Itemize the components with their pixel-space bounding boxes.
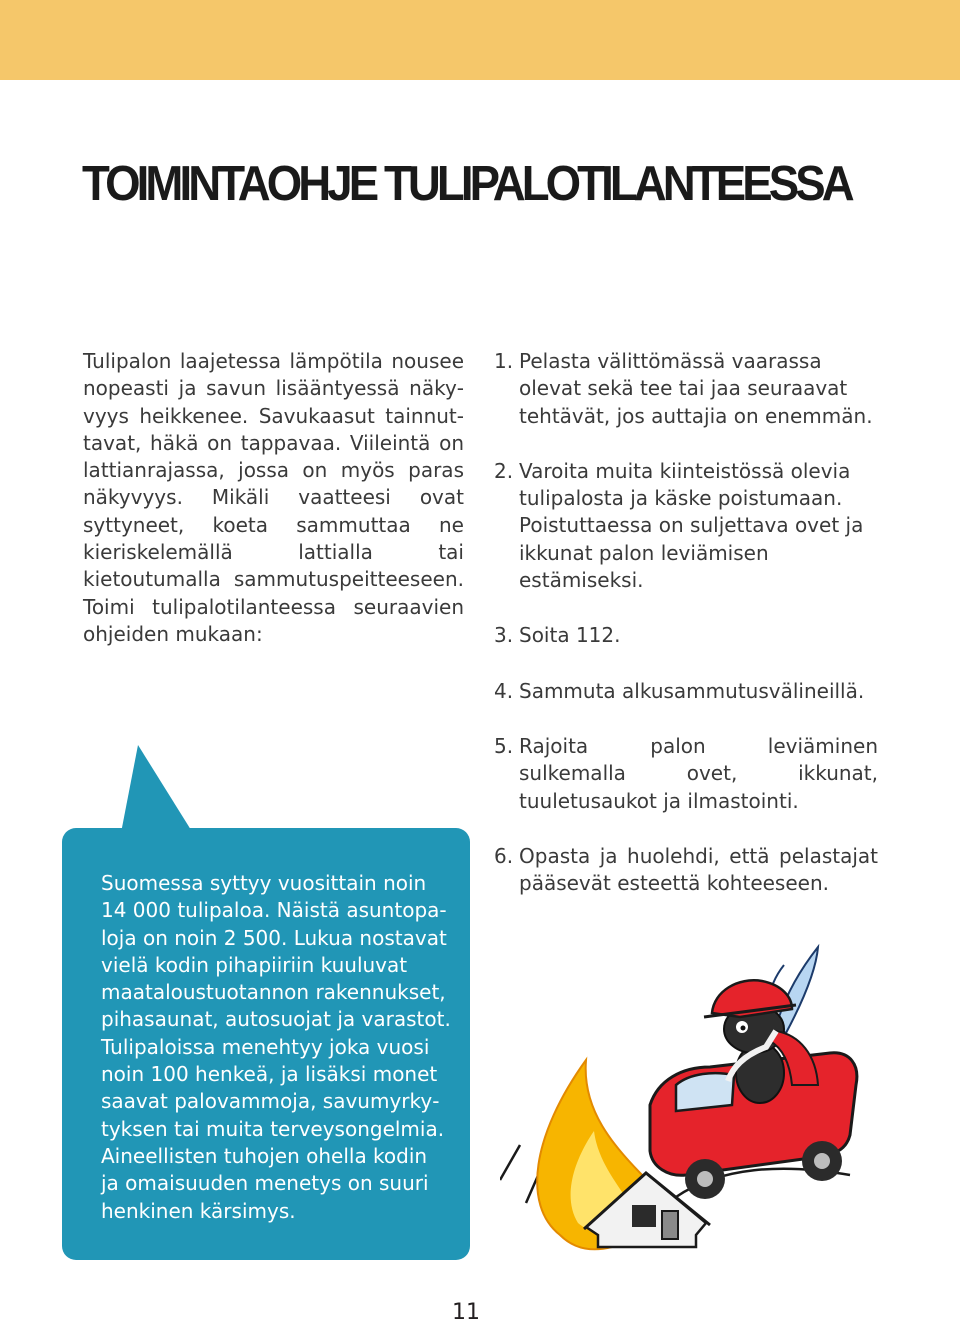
step-text: Varoita muita kiinteistössä olevia tulipalosta ja käske poistumaan. Poistuttaessa on suljettava ovet ja ikkunat palon leviämisen estämiseksi. — [519, 458, 864, 593]
page-title: TOIMINTAOHJE TULIPALOTILANTEESSA — [82, 157, 851, 211]
step-text: Rajoita palon leviäminen sulkemalla ovet, ikkunat, tuuletusaukot ja ilmastointi. — [519, 733, 878, 813]
step-number: 3. — [494, 623, 514, 648]
top-color-band — [0, 0, 960, 80]
list-item — [494, 348, 878, 430]
step-text: Sammuta alkusammutusvälineillä. — [519, 678, 865, 703]
step-number: 6. — [494, 843, 514, 868]
step-number: 5. — [494, 733, 514, 758]
info-box-text: Suomessa syttyy vuosittain noin 14 000 tulipaloa. Näistä asuntopaloja on noin 2 500. Lukua nostavat vielä kodin pihapiiriin kuuluvat maataloustuotannon rakennukset, pihasaunat, autosuojat ja varastot. Tulipaloissa menehtyy joka vuosi noin 100 henkeä, ja lisäksi monet saavat palovammoja, savumyrkytyksen tai muita terveysongelmia. Aineellisten tuhojen ohella kodin ja omaisuuden menetys on suuri henkinen kärsimys. — [101, 871, 451, 1223]
step-text: Opasta ja huolehdi, että pelastajat pääsevät esteettä kohteeseen. — [519, 843, 878, 896]
step-number: 1. — [494, 349, 514, 373]
step-text: Soita 112. — [519, 623, 621, 648]
step-text: Pelasta välittömässä vaarassa olevat sekä tee tai jaa seuraavat tehtävät, jos auttajia on enemmän. — [519, 349, 873, 428]
list-item — [494, 843, 878, 898]
step-number: 2. — [494, 458, 514, 483]
intro-paragraph: Tulipalon laajetessa lämpötila nousee nopeasti ja savun lisääntyessä näkyvyys heikkenee. Savukaasut tainnuttavat, häkä on tappavaa. Viileintä on lattianrajassa, jossa on myös paras näkyvyys. Mikäli vaatteesi ovat syttyneet, koeta sammuttaa ne kieriskelemällä lattialla tai kietoutumalla sammutuspeitteeseen. Toimi tulipalotilanteessa seuraavien ohjeiden mukaan: — [83, 349, 464, 646]
list-item — [494, 733, 878, 815]
instruction-list — [494, 348, 878, 925]
list-item — [494, 622, 878, 649]
list-item — [494, 458, 878, 594]
page-number: 11 — [452, 1300, 480, 1325]
firefighter-truck-illustration — [500, 935, 880, 1255]
list-item — [494, 678, 878, 705]
step-number: 4. — [494, 678, 514, 703]
